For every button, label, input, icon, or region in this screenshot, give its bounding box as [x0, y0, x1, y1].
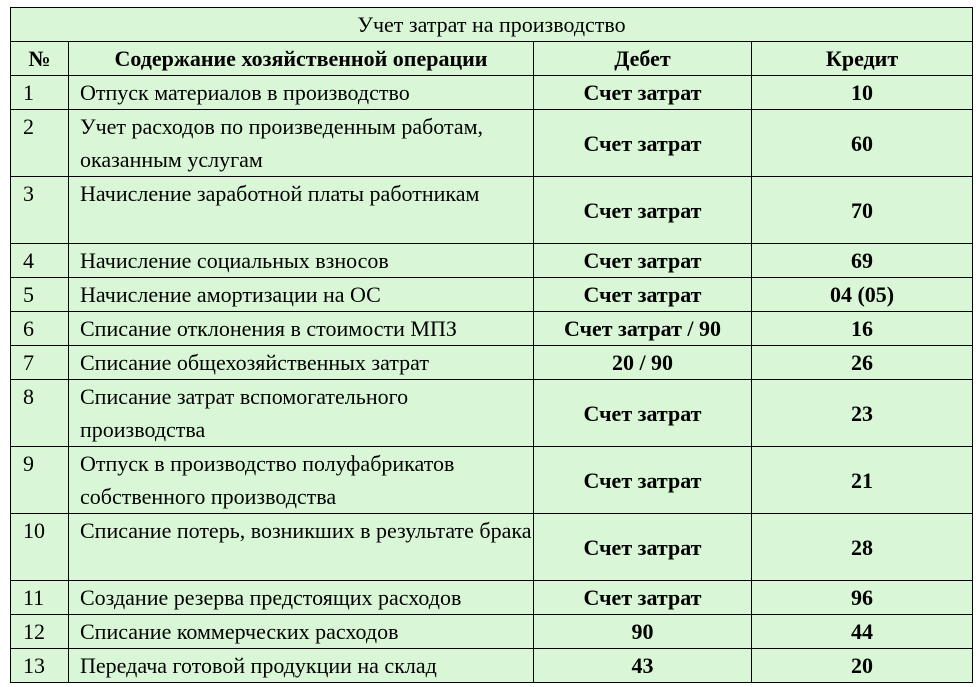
header-operation: Содержание хозяйственной операции — [69, 42, 534, 76]
table-row — [11, 177, 973, 244]
table-row — [11, 312, 973, 346]
row-number: 7 — [11, 346, 69, 380]
row-debit: 20 / 90 — [534, 346, 752, 380]
table-row — [11, 447, 973, 514]
table-row — [11, 110, 973, 177]
row-credit: 44 — [752, 615, 973, 649]
row-number: 1 — [11, 76, 69, 110]
row-number: 8 — [11, 380, 69, 447]
row-credit: 21 — [752, 447, 973, 514]
row-credit: 28 — [752, 514, 973, 581]
row-debit: 90 — [534, 615, 752, 649]
row-credit: 10 — [752, 76, 973, 110]
row-operation: Начисление заработной платы работникам — [69, 177, 534, 244]
row-debit: Счет затрат — [534, 581, 752, 615]
row-operation: Создание резерва предстоящих расходов — [69, 581, 534, 615]
row-debit: Счет затрат — [534, 244, 752, 278]
row-number: 13 — [11, 649, 69, 683]
row-credit: 26 — [752, 346, 973, 380]
row-debit: Счет затрат — [534, 177, 752, 244]
table-row — [11, 615, 973, 649]
table-row — [11, 514, 973, 581]
row-operation: Списание потерь, возникших в результате брака — [69, 514, 534, 581]
row-operation: Учет расходов по произведенным работам, оказанным услугам — [69, 110, 534, 177]
table-body — [11, 76, 973, 683]
cost-accounting-table — [10, 7, 973, 683]
row-operation: Отпуск материалов в производство — [69, 76, 534, 110]
row-number: 10 — [11, 514, 69, 581]
table-row — [11, 581, 973, 615]
row-credit: 70 — [752, 177, 973, 244]
row-operation: Начисление социальных взносов — [69, 244, 534, 278]
row-debit: Счет затрат — [534, 278, 752, 312]
row-credit: 04 (05) — [752, 278, 973, 312]
row-credit: 23 — [752, 380, 973, 447]
row-debit: Счет затрат — [534, 447, 752, 514]
row-number: 9 — [11, 447, 69, 514]
table-row — [11, 278, 973, 312]
table-title: Учет затрат на производство — [11, 8, 973, 42]
row-debit: Счет затрат / 90 — [534, 312, 752, 346]
table-row — [11, 346, 973, 380]
row-operation: Списание коммерческих расходов — [69, 615, 534, 649]
row-number: 12 — [11, 615, 69, 649]
row-number: 6 — [11, 312, 69, 346]
header-debit: Дебет — [534, 42, 752, 76]
table-row — [11, 380, 973, 447]
row-operation: Отпуск в производство полуфабрикатов собственного производства — [69, 447, 534, 514]
row-debit: Счет затрат — [534, 380, 752, 447]
row-debit: 43 — [534, 649, 752, 683]
row-credit: 69 — [752, 244, 973, 278]
header-credit: Кредит — [752, 42, 973, 76]
row-operation: Списание общехозяйственных затрат — [69, 346, 534, 380]
cost-accounting-table-wrapper — [10, 7, 972, 683]
row-debit: Счет затрат — [534, 76, 752, 110]
row-credit: 20 — [752, 649, 973, 683]
row-operation: Начисление амортизации на ОС — [69, 278, 534, 312]
row-credit: 60 — [752, 110, 973, 177]
row-number: 11 — [11, 581, 69, 615]
row-operation: Списание затрат вспомогательного производства — [69, 380, 534, 447]
row-credit: 96 — [752, 581, 973, 615]
row-debit: Счет затрат — [534, 110, 752, 177]
row-credit: 16 — [752, 312, 973, 346]
row-number: 2 — [11, 110, 69, 177]
row-operation: Списание отклонения в стоимости МПЗ — [69, 312, 534, 346]
row-number: 3 — [11, 177, 69, 244]
table-row — [11, 649, 973, 683]
row-operation: Передача готовой продукции на склад — [69, 649, 534, 683]
table-row — [11, 244, 973, 278]
row-debit: Счет затрат — [534, 514, 752, 581]
header-num: № — [11, 42, 69, 76]
row-number: 5 — [11, 278, 69, 312]
row-number: 4 — [11, 244, 69, 278]
table-row — [11, 76, 973, 110]
